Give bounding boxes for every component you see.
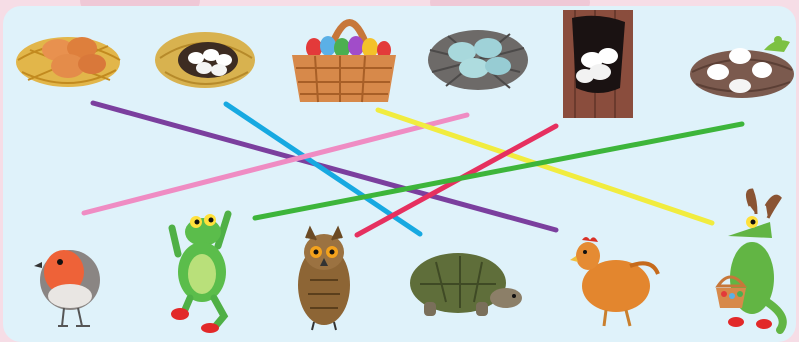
yellow-match-line[interactable] <box>378 110 712 223</box>
owl-icon[interactable] <box>298 228 350 330</box>
twig-nest-blue-eggs-icon[interactable] <box>428 30 528 90</box>
hen-icon[interactable] <box>570 237 658 326</box>
tortoise-icon[interactable] <box>410 253 522 316</box>
easter-crocodile-icon[interactable] <box>716 190 783 330</box>
pink-match-line[interactable] <box>84 115 467 213</box>
tree-hollow-white-eggs-icon[interactable] <box>563 10 633 118</box>
matching-lines <box>84 103 742 235</box>
frog-icon[interactable] <box>171 214 228 333</box>
burrow-nest-white-eggs-icon[interactable] <box>155 32 255 88</box>
easter-basket-colored-eggs-icon[interactable] <box>292 23 396 103</box>
mud-nest-white-eggs-icon[interactable] <box>690 36 794 98</box>
robin-icon[interactable] <box>34 250 100 326</box>
straw-nest-brown-eggs-icon[interactable] <box>16 37 120 87</box>
